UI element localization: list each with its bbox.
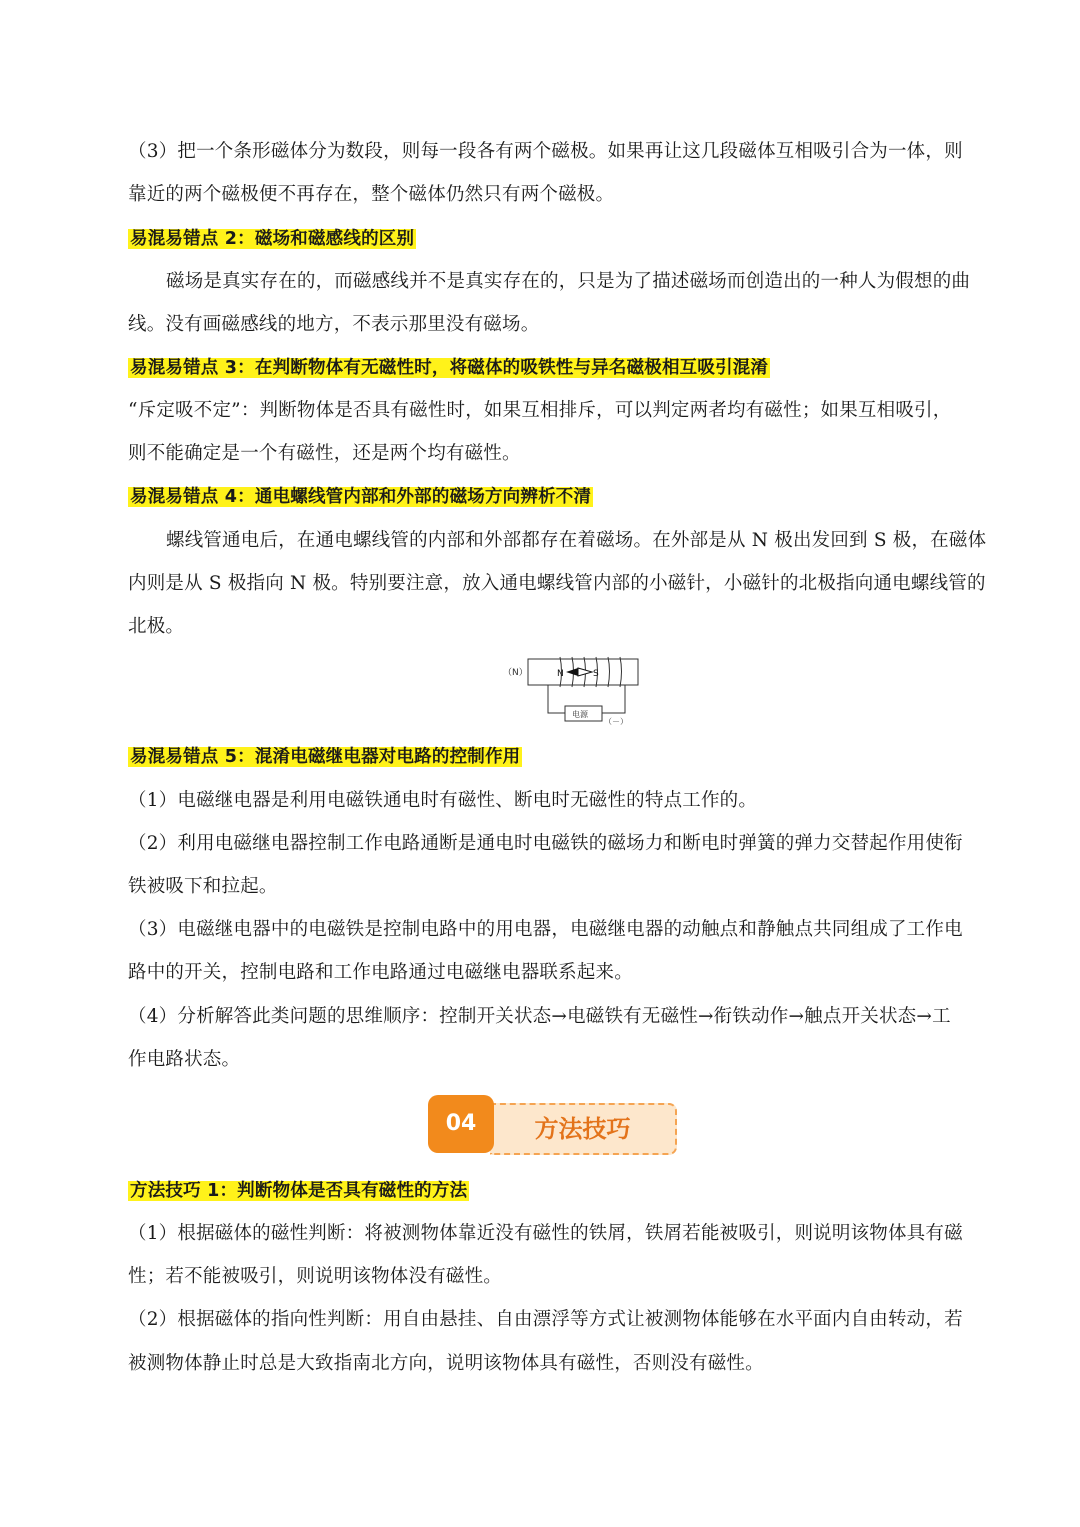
paragraph-line: 铁被吸下和拉起。 <box>128 876 278 897</box>
diagram-minus-label: （－） <box>604 717 628 726</box>
paragraph-line: （2）根据磁体的指向性判断：用自由悬挂、自由漂浮等方式让被测物体能够在水平面内自由转动，若 <box>128 1309 963 1330</box>
section-heading <box>128 354 770 382</box>
paragraph-line: 路中的开关，控制电路和工作电路通过电磁继电器联系起来。 <box>128 962 633 983</box>
section-heading <box>128 743 522 771</box>
method-heading-1: 方法技巧 1：判断物体是否具有磁性的方法 <box>130 1181 468 1201</box>
power-source-label: 电源 <box>572 710 588 719</box>
heading-3: 易混易错点 3：在判断物体有无磁性时，将磁体的吸铁性与异名磁极相互吸引混淆 <box>130 358 769 378</box>
section-heading <box>128 1177 469 1205</box>
heading-2: 易混易错点 2：磁场和磁感线的区别 <box>130 229 415 249</box>
paragraph-line: 线。没有画磁感线的地方，不表示那里没有磁场。 <box>128 314 540 335</box>
paragraph-line: 靠近的两个磁极便不再存在，整个磁体仍然只有两个磁极。 <box>128 184 615 205</box>
paragraph-line: 北极。 <box>128 616 185 637</box>
paragraph-line: （1）根据磁体的磁性判断：将被测物体靠近没有磁性的铁屑，铁屑若能被吸引，则说明该物体具有磁 <box>128 1223 963 1244</box>
solenoid-diagram <box>500 655 645 727</box>
section-heading <box>128 225 416 253</box>
paragraph-line: 作电路状态。 <box>128 1049 241 1070</box>
paragraph-line: 内则是从 S 极指向 N 极。特别要注意，放入通电螺线管内部的小磁针，小磁针的北极指向通电螺线管的 <box>128 573 986 594</box>
paragraph-line: （3）电磁继电器中的电磁铁是控制电路中的用电器，电磁继电器的动触点和静触点共同组成了工作电 <box>128 919 963 940</box>
needle-n-label: N <box>557 669 564 679</box>
heading-5: 易混易错点 5：混淆电磁继电器对电路的控制作用 <box>130 747 521 767</box>
section-banner <box>428 1093 678 1157</box>
paragraph-line: 性；若不能被吸引，则说明该物体没有磁性。 <box>128 1266 503 1287</box>
paragraph-line: （3）把一个条形磁体分为数段，则每一段各有两个磁极。如果再让这几段磁体互相吸引合为一体，则 <box>128 141 963 162</box>
circuit-wire <box>548 685 625 713</box>
paragraph-line: （1）电磁继电器是利用电磁铁通电时有磁性、断电时无磁性的特点工作的。 <box>128 790 758 811</box>
needle-s-label: S <box>593 669 599 679</box>
paragraph-line: 螺线管通电后，在通电螺线管的内部和外部都存在着磁场。在外部是从 N 极出发回到 S 极，在磁体 <box>166 530 987 551</box>
paragraph-line: （4）分析解答此类问题的思维顺序：控制开关状态→电磁铁有无磁性→衔铁动作→触点开关状态→工 <box>128 1006 951 1027</box>
heading-4: 易混易错点 4：通电螺线管内部和外部的磁场方向辨析不清 <box>130 487 592 507</box>
paragraph-line: 磁场是真实存在的，而磁感线并不是真实存在的，只是为了描述磁场而创造出的一种人为假想的曲 <box>166 271 971 292</box>
paragraph-line: （2）利用电磁继电器控制工作电路通断是通电时电磁铁的磁场力和断电时弹簧的弹力交替起作用使衔 <box>128 833 963 854</box>
paragraph-line: 被测物体静止时总是大致指南北方向，说明该物体具有磁性，否则没有磁性。 <box>128 1353 764 1374</box>
banner-title: 方法技巧 <box>490 1103 677 1155</box>
diagram-left-pole: （N） <box>503 668 528 678</box>
paragraph-line: 则不能确定是一个有磁性，还是两个均有磁性。 <box>128 443 521 464</box>
banner-number: 04 <box>428 1095 494 1153</box>
paragraph-line: “斥定吸不定”：判断物体是否具有磁性时，如果互相排斥，可以判定两者均有磁性；如果互相吸引， <box>128 400 952 421</box>
needle-north-half <box>566 668 578 676</box>
section-heading <box>128 483 593 511</box>
